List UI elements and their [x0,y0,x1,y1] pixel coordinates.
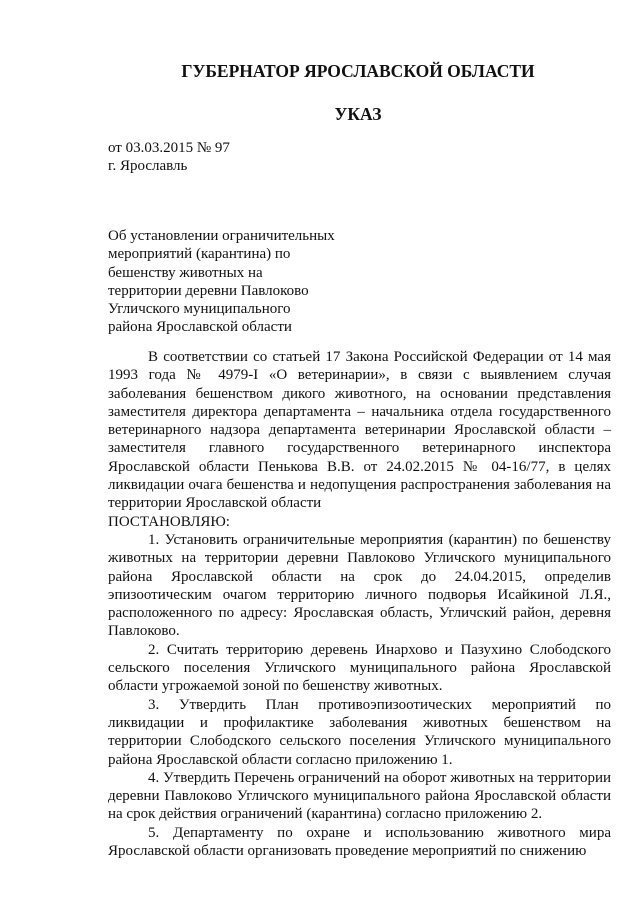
document-type: УКАЗ [334,104,382,124]
preamble-paragraph: В соответствии со статьей 17 Закона Российской Федерации от 14 мая 1993 года № 4979-I «О ветеринарии», в связи с выявлением случая заболевания бешенством дикого животного, на основании представления заместителя директора департамента – начальника отдела государственного ветеринарного надзора департамента ветеринарии Ярославской области – заместителя главного государственного ветеринарного инспектора Ярославской области Пенькова В.В. от 24.02.2015 № 04-16/77, в целях ликвидации очага бешенства и недопущения распространения заболевания на территории Ярославской области [108,349,611,512]
subject-line: Об установлении ограничительных [108,228,335,244]
subject-line: Угличского муниципального [108,301,291,318]
resolve-heading: ПОСТАНОВЛЯЮ: [108,513,230,530]
document-body [108,348,611,860]
document-meta [108,139,230,175]
subject-block [108,227,335,337]
decree-item-4: 4. Утвердить Перечень ограничений на оборот животных на территории деревни Павлоково Угличского муниципального района Ярославской области на срок действия ограничений (карантина) согласно приложению 2. [108,769,611,823]
subject-line: мероприятий (карантина) по [108,246,291,263]
decree-item-1: 1. Установить ограничительные мероприятия (карантин) по бешенству животных на территории деревни Павлоково Угличского муниципального района Ярославской области на срок до 24.04.2015, определив эпизоотическим очагом территорию личного подворья Исайкиной Л.Я., расположенного по адресу: Ярославская область, Угличский район, деревня Павлоково. [108,531,611,640]
decree-item-3: 3. Утвердить План противоэпизоотических мероприятий по ликвидации и профилактике заболевания животных бешенством на территории Слободского сельского поселения Угличского муниципального района Ярославской области согласно приложению 1. [108,696,611,768]
issuing-authority: ГУБЕРНАТОР ЯРОСЛАВСКОЙ ОБЛАСТИ [181,61,535,81]
subject-line: района Ярославской области [108,319,292,336]
date-number: от 03.03.2015 № 97 [108,140,230,156]
decree-item-5: 5. Департаменту по охране и использованию животного мира Ярославской области организовать проведение мероприятий по снижению [108,824,611,860]
subject-line: бешенству животных на [108,264,263,281]
decree-item-2: 2. Считать территорию деревень Инархово и Пазухино Слободского сельского поселения Угличского муниципального района Ярославской области угрожаемой зоной по бешенству животных. [108,641,611,695]
subject-line: территории деревни Павлоково [108,282,309,299]
city: г. Ярославль [108,158,188,174]
